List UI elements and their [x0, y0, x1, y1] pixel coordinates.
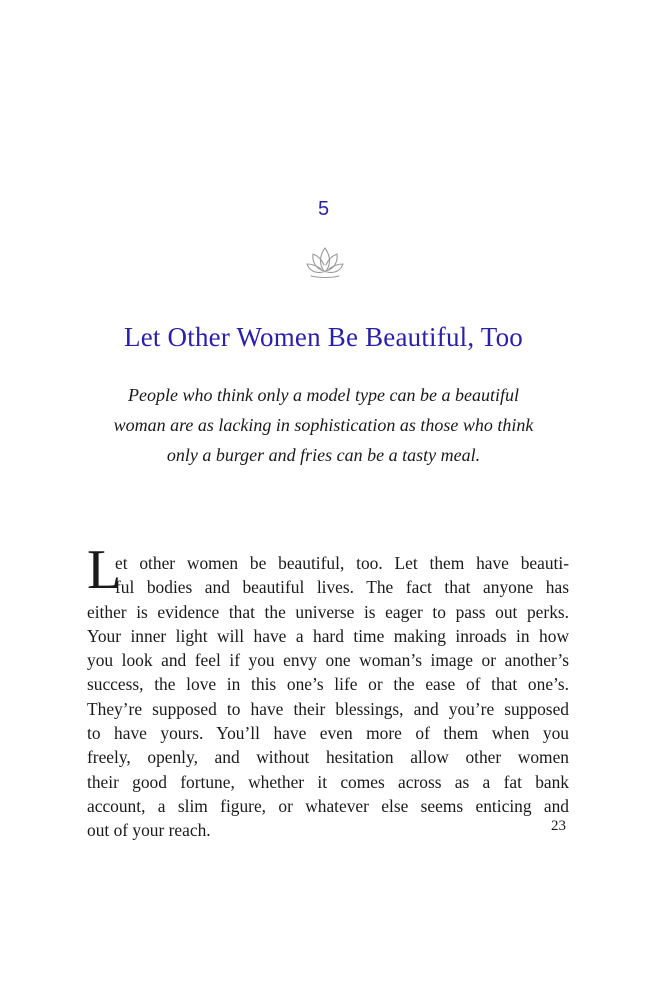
chapter-number: 5 [317, 198, 330, 220]
body-line: freely, openly, and without hesitation allow other women [87, 747, 569, 768]
body-line: ful bodies and beautiful lives. The fact that anyone has [115, 577, 569, 598]
body-line: you look and feel if you envy one woman’s image or another’s [87, 650, 569, 671]
body-line: out of your reach. [87, 820, 211, 841]
body-paragraph [87, 551, 569, 843]
body-line: either is evidence that the universe is eager to pass out perks. [87, 601, 569, 622]
chapter-title: Let Other Women Be Beautiful, Too [124, 322, 523, 352]
body-line: They’re supposed to have their blessings, and you’re supposed [87, 698, 569, 719]
epigraph-line: only a burger and fries can be a tasty meal. [166, 445, 481, 465]
body-line: Your inner light will have a hard time making inroads in how [87, 625, 569, 646]
epigraph-line: People who think only a model type can be a beautiful [128, 385, 519, 405]
body-line: to have yours. You’ll have even more of them when you [87, 723, 569, 744]
drop-cap: L [87, 539, 122, 601]
epigraph-line: woman are as lacking in sophistication as those who think [113, 415, 534, 435]
body-line: account, a slim figure, or whatever else seems enticing and [87, 795, 569, 816]
lotus-flower-icon [303, 238, 347, 282]
body-line: success, the love in this one’s life or the ease of that one’s. [87, 674, 569, 695]
body-line: their good fortune, whether it comes across as a fat bank [87, 771, 569, 792]
page-number: 23 [551, 818, 566, 834]
body-line: et other women be beautiful, too. Let them have beauti- [115, 553, 569, 573]
epigraph [100, 380, 547, 470]
